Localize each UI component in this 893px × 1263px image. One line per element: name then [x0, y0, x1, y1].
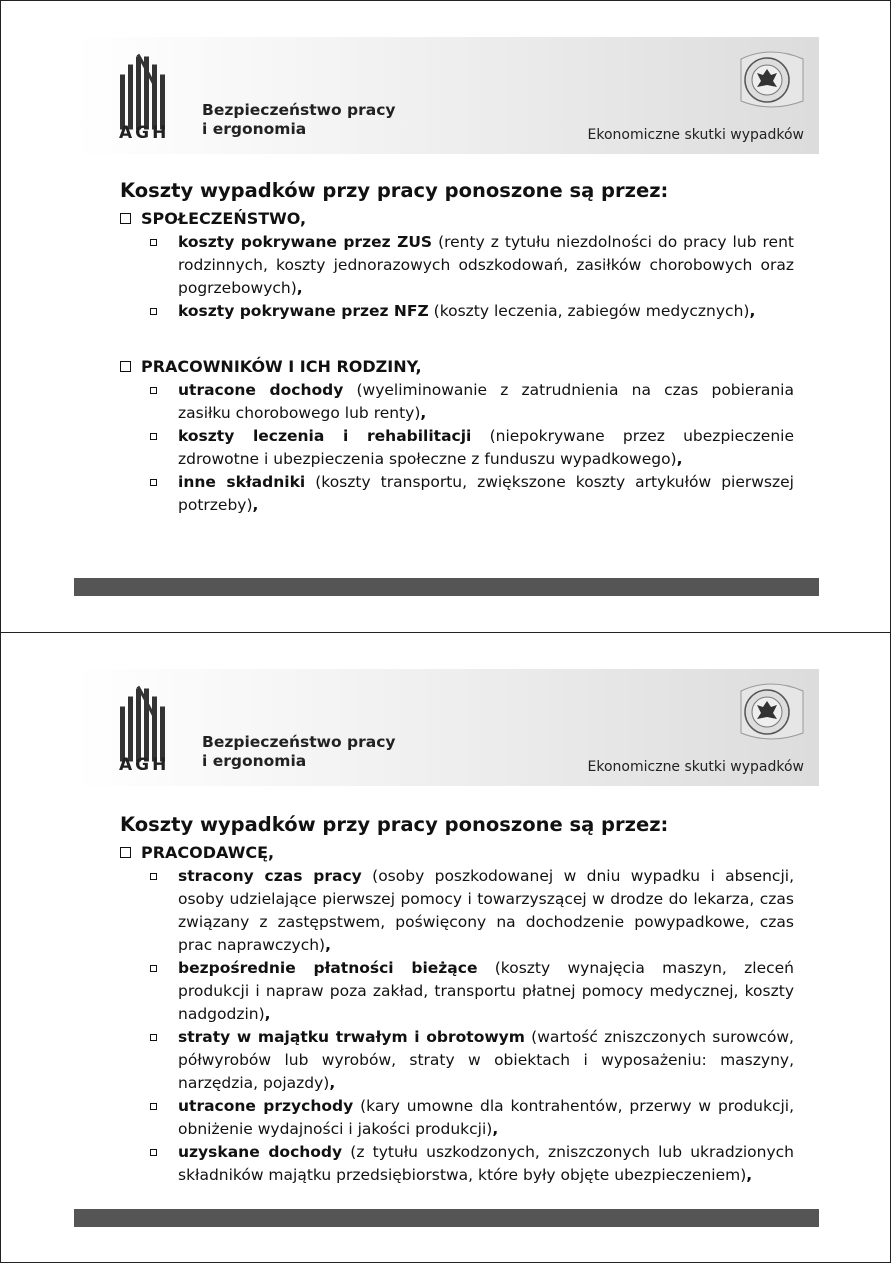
group-heading: PRACOWNIKÓW I ICH RODZINY,	[120, 357, 794, 376]
square-bullet-icon	[150, 1103, 157, 1110]
section-title: Ekonomiczne skutki wypadków	[587, 127, 804, 143]
section-title: Ekonomiczne skutki wypadków	[587, 759, 804, 775]
course-title	[202, 733, 396, 771]
slide-title: Koszty wypadków przy pracy ponoszone są przez:	[120, 813, 669, 836]
square-bullet-icon	[150, 433, 157, 440]
list-item: utracone przychody (kary umowne dla kontrahentów, przerwy w produkcji, obniżenie wydajności i jakości produkcji),	[120, 1095, 794, 1141]
agh-logo-text: AGH	[119, 123, 170, 143]
course-title	[202, 101, 396, 139]
list-item: straty w majątku trwałym i obrotowym (wartość zniszczonych surowców, półwyrobów lub wyrobów, straty w obiektach i wyposażeniu: maszyny, narzędzia, pojazdy),	[120, 1026, 794, 1095]
checkbox-bullet-icon	[120, 361, 131, 372]
square-bullet-icon	[150, 1149, 157, 1156]
list-item: bezpośrednie płatności bieżące (koszty wynajęcia maszyn, zleceń produkcji i napraw poza zakład, transportu płatnej pomocy medycznej, koszty nadgodzin),	[120, 957, 794, 1026]
square-bullet-icon	[150, 965, 157, 972]
agh-logo-text: AGH	[119, 755, 170, 775]
slide-header	[74, 669, 819, 786]
group-pracodawce	[120, 843, 794, 1187]
slide-footer-bar	[74, 578, 819, 596]
seal-icon	[733, 49, 809, 111]
checkbox-bullet-icon	[120, 213, 131, 224]
course-title-line1: Bezpieczeństwo pracy	[202, 101, 396, 119]
checkbox-bullet-icon	[120, 847, 131, 858]
list-item: inne składniki (koszty transportu, zwiększone koszty artykułów pierwszej potrzeby),	[120, 471, 794, 517]
list-item: uzyskane dochody (z tytułu uszkodzonych, zniszczonych lub ukradzionych składników majątku przedsiębiorstwa, które były objęte ubezpieczeniem),	[120, 1141, 794, 1187]
slide-title: Koszty wypadków przy pracy ponoszone są przez:	[120, 179, 669, 202]
square-bullet-icon	[150, 308, 157, 315]
course-title-line1: Bezpieczeństwo pracy	[202, 733, 396, 751]
list-item: utracone dochody (wyeliminowanie z zatrudnienia na czas pobierania zasiłku chorobowego lub renty),	[120, 379, 794, 425]
list-item: koszty pokrywane przez NFZ (koszty leczenia, zabiegów medycznych),	[120, 300, 794, 323]
course-title-line2: i ergonomia	[202, 752, 307, 770]
square-bullet-icon	[150, 387, 157, 394]
slide-header	[74, 37, 819, 154]
slide-footer-bar	[74, 1209, 819, 1227]
square-bullet-icon	[150, 1034, 157, 1041]
seal-icon	[733, 681, 809, 743]
list-item: koszty leczenia i rehabilitacji (niepokrywane przez ubezpieczenie zdrowotne i ubezpieczenia społeczne z funduszu wypadkowego),	[120, 425, 794, 471]
course-title-line2: i ergonomia	[202, 120, 307, 138]
group-heading: SPOŁECZEŃSTWO,	[120, 209, 794, 228]
slide-2	[0, 632, 891, 1263]
square-bullet-icon	[150, 873, 157, 880]
square-bullet-icon	[150, 479, 157, 486]
list-item: stracony czas pracy (osoby poszkodowanej w dniu wypadku i absencji, osoby udzielające pierwszej pomocy i towarzyszącej w drodze do lekarza, czas związany z zastępstwem, poświęcony na dochodzenie powypadkowe, czas prac naprawczych),	[120, 865, 794, 957]
square-bullet-icon	[150, 239, 157, 246]
list-item: koszty pokrywane przez ZUS (renty z tytułu niezdolności do pracy lub rent rodzinnych, koszty jednorazowych odszkodowań, zasiłków chorobowych oraz pogrzebowych),	[120, 231, 794, 300]
group-pracownikow	[120, 357, 794, 517]
group-spoleczenstwo	[120, 209, 794, 323]
group-heading: PRACODAWCĘ,	[120, 843, 794, 862]
